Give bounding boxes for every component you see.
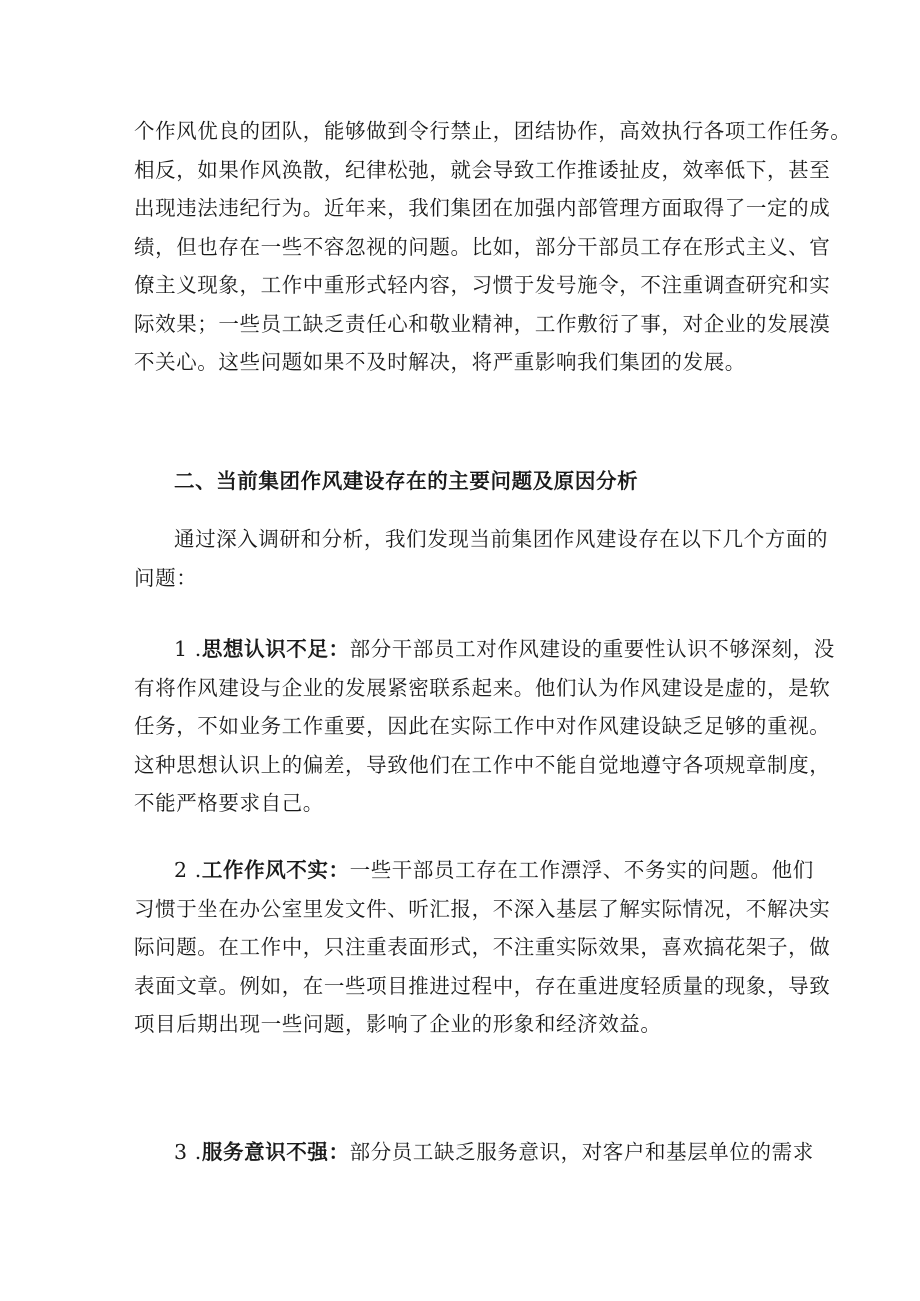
list-item — [134, 1133, 814, 1172]
text-line: 僚主义现象，工作中重形式轻内容，习惯于发号施令，不注重调查研究和实 — [134, 273, 831, 297]
text-line: 际效果；一些员工缺乏责任心和敬业精神，工作敷衍了事，对企业的发展漠 — [134, 311, 831, 336]
list-item-text: 部分员工缺乏服务意识，对客户和基层单位的需求 — [349, 1140, 814, 1164]
text-line: 项目后期出现一些问题，影响了企业的形象和经济效益。 — [134, 1012, 662, 1036]
text-line: 际问题。在工作中，只注重表面形式，不注重实际效果，喜欢搞花架子，做 — [134, 935, 831, 959]
list-item-number: 2 — [174, 858, 188, 882]
list-item-separator: . — [187, 1140, 202, 1164]
list-item — [134, 630, 835, 823]
list-item-separator: . — [187, 858, 202, 882]
section-heading: 二、当前集团作风建设存在的主要问题及原因分析 — [174, 469, 639, 493]
list-item-title: 思想认识不足： — [201, 637, 350, 661]
text-line: 不关心。这些问题如果不及时解决，将严重影响我们集团的发展。 — [134, 350, 746, 374]
text-line: 这种思想认识上的偏差，导致他们在工作中不能自觉地遵守各项规章制度， — [134, 752, 831, 777]
text-line: 问题： — [134, 565, 198, 590]
list-item-title: 工作作风不实： — [201, 858, 350, 882]
list-item-title: 服务意识不强： — [201, 1140, 350, 1164]
list-item-number: 1 — [174, 637, 188, 661]
list-item-first-line — [134, 851, 814, 890]
text-line: 个作风优良的团队，能够做到令行禁止，团结协作，高效执行各项工作任务。 — [134, 119, 852, 143]
text-line: 有将作风建设与企业的发展紧密联系起来。他们认为作风建设是虚的，是软 — [134, 675, 831, 700]
list-item — [134, 851, 831, 1044]
text-line: 相反，如果作风涣散，纪律松弛，就会导致工作推诿扯皮，效率低下，甚至 — [134, 157, 831, 182]
intro-paragraph — [134, 112, 852, 382]
list-item-first-line — [134, 1133, 814, 1172]
text-line: 通过深入调研和分析，我们发现当前集团作风建设存在以下几个方面的 — [174, 527, 829, 551]
section-intro-paragraph — [134, 520, 829, 597]
text-line: 不能严格要求自己。 — [134, 791, 324, 815]
text-line: 出现违法违纪行为。近年来，我们集团在加强内部管理方面取得了一定的成 — [134, 196, 831, 220]
list-item-text: 一些干部员工存在工作漂浮、不务实的问题。他们 — [349, 858, 814, 882]
text-line: 表面文章。例如，在一些项目推进过程中，存在重进度轻质量的现象，导致 — [134, 973, 831, 998]
text-line: 习惯于坐在办公室里发文件、听汇报，不深入基层了解实际情况，不解决实 — [134, 896, 831, 921]
section-heading-block — [134, 462, 788, 501]
list-item-separator: . — [187, 637, 202, 661]
list-item-text: 部分干部员工对作风建设的重要性认识不够深刻，没 — [349, 637, 835, 661]
text-line: 任务，不如业务工作重要，因此在实际工作中对作风建设缺乏足够的重视。 — [134, 714, 831, 738]
list-item-number: 3 — [174, 1140, 188, 1164]
list-item-first-line — [134, 630, 835, 669]
text-line: 绩，但也存在一些不容忽视的问题。比如，部分干部员工存在形式主义、官 — [134, 234, 831, 259]
